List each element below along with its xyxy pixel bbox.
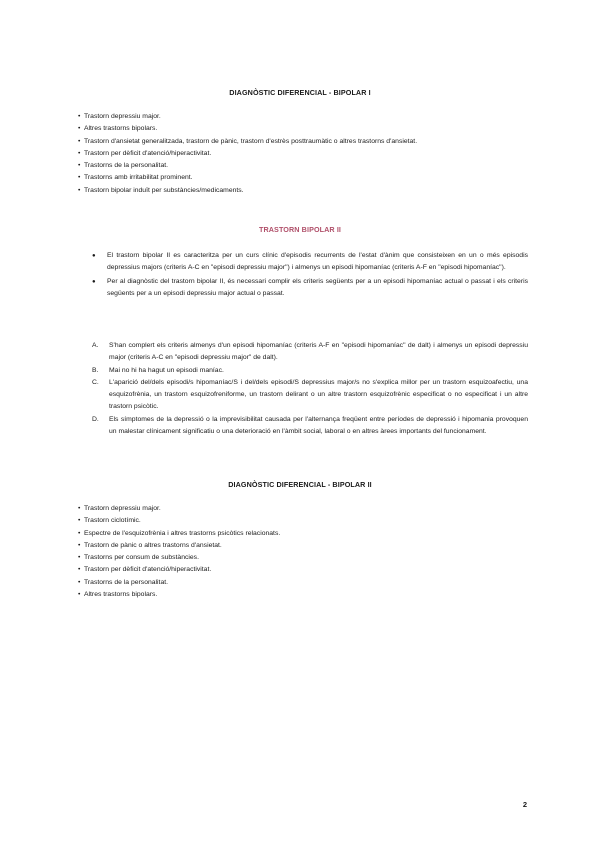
criteria-text: Mai no hi ha hagut un episodi maníac. — [109, 366, 224, 374]
criteria-marker: A. — [92, 342, 99, 349]
bipolar-2-intro-list — [92, 250, 528, 301]
list-item: • Trastorn per dèficit d'atenció/hiperactivitat. — [78, 148, 528, 160]
list-item: • Trastorn depressiu major. — [78, 503, 528, 515]
list-item: • Trastorn per dèficit d'atenció/hiperactivitat. — [78, 564, 528, 576]
list-item: • Trastorn ciclotímic. — [78, 515, 528, 527]
section-title-dd-bipolar-2: DIAGNÒSTIC DIFERENCIAL - BIPOLAR II — [228, 480, 372, 489]
criteria-marker: B. — [92, 366, 99, 374]
list-item: ● Per al diagnòstic del trastorn bipolar II, és necessari complir els criteris següents per a un episodi hipomaníac actual o passat i els criteris següents per a un episodi depressiu major actual o passat. — [92, 276, 528, 301]
list-item: • Altres trastorns bipolars. — [78, 123, 528, 135]
list-item: • Trastorns per consum de substàncies. — [78, 552, 528, 564]
criteria-item — [92, 414, 528, 439]
list-item: • Trastorn de pànic o altres trastorns d'ansietat. — [78, 540, 528, 552]
list-item: • Altres trastorns bipolars. — [78, 589, 528, 601]
criteria-item — [92, 340, 528, 365]
criteria-marker: C. — [92, 378, 99, 386]
criteria-text: Els símptomes de la depressió o la imprevisibilitat causada per l'alternança freqüent entre períodes de depressió i hipomania provoquen un malestar clínicament significatiu o una deterioració en l'àmbit social, laboral o en altres àrees importants del funcionament. — [109, 415, 528, 436]
list-item: • Trastorn d'ansietat generalitzada, trastorn de pànic, trastorn d'estrès posttraumàtic o altres trastorns d'ansietat. — [78, 136, 528, 148]
dd-bipolar-1-list — [78, 111, 528, 197]
dd-bipolar-2-list — [78, 503, 528, 601]
criteria-marker: D. — [92, 415, 99, 423]
criteria-text: S'han complert els criteris almenys d'un episodi hipomaníac (criteris A-F en "episodi hipomaníac" de dalt) i almenys un episodi depressiu major (criteris A-C en "episodi depressiu major" de dalt). — [109, 342, 528, 362]
list-item: • Trastorns de la personalitat. — [78, 160, 528, 172]
section-title-bipolar-2: TRASTORN BIPOLAR II — [258, 225, 342, 234]
criteria-item — [92, 377, 528, 414]
bipolar-2-criteria-list — [92, 340, 528, 438]
list-item: • Trastorns amb irritabilitat prominent. — [78, 172, 528, 184]
criteria-item — [92, 365, 528, 377]
list-item: • Espectre de l'esquizofrènia i altres trastorns psicòtics relacionats. — [78, 528, 528, 540]
section-title-dd-bipolar-1: DIAGNÒSTIC DIFERENCIAL - BIPOLAR I — [229, 88, 371, 97]
list-item: • Trastorns de la personalitat. — [78, 577, 528, 589]
page-number: 2 — [522, 800, 527, 809]
list-item: ● El trastorn bipolar II es caracteritza per un curs clínic d'episodis recurrents de l'estat d'ànim que consisteixen en un o més episodis depressius majors (criteris A-C en "episodi depressiu major") i almenys un episodi hipomaníac (criteris A-F en "episodi hipomaníac"). — [92, 250, 528, 275]
criteria-text: L'aparició del/dels episodi/s hipomaníac/S i del/dels episodi/S depressius major/s no s'explica millor per un trastorn esquizoafectiu, una esquizofrènia, un trastorn esquizofreniforme, un trastorn delirant o un altre trastorn esquizofrènic especificat o no especificat i un altre trastorn psicòtic. — [109, 378, 528, 411]
list-item: • Trastorn bipolar induït per substàncies/medicaments. — [78, 185, 528, 197]
list-item: • Trastorn depressiu major. — [78, 111, 528, 123]
